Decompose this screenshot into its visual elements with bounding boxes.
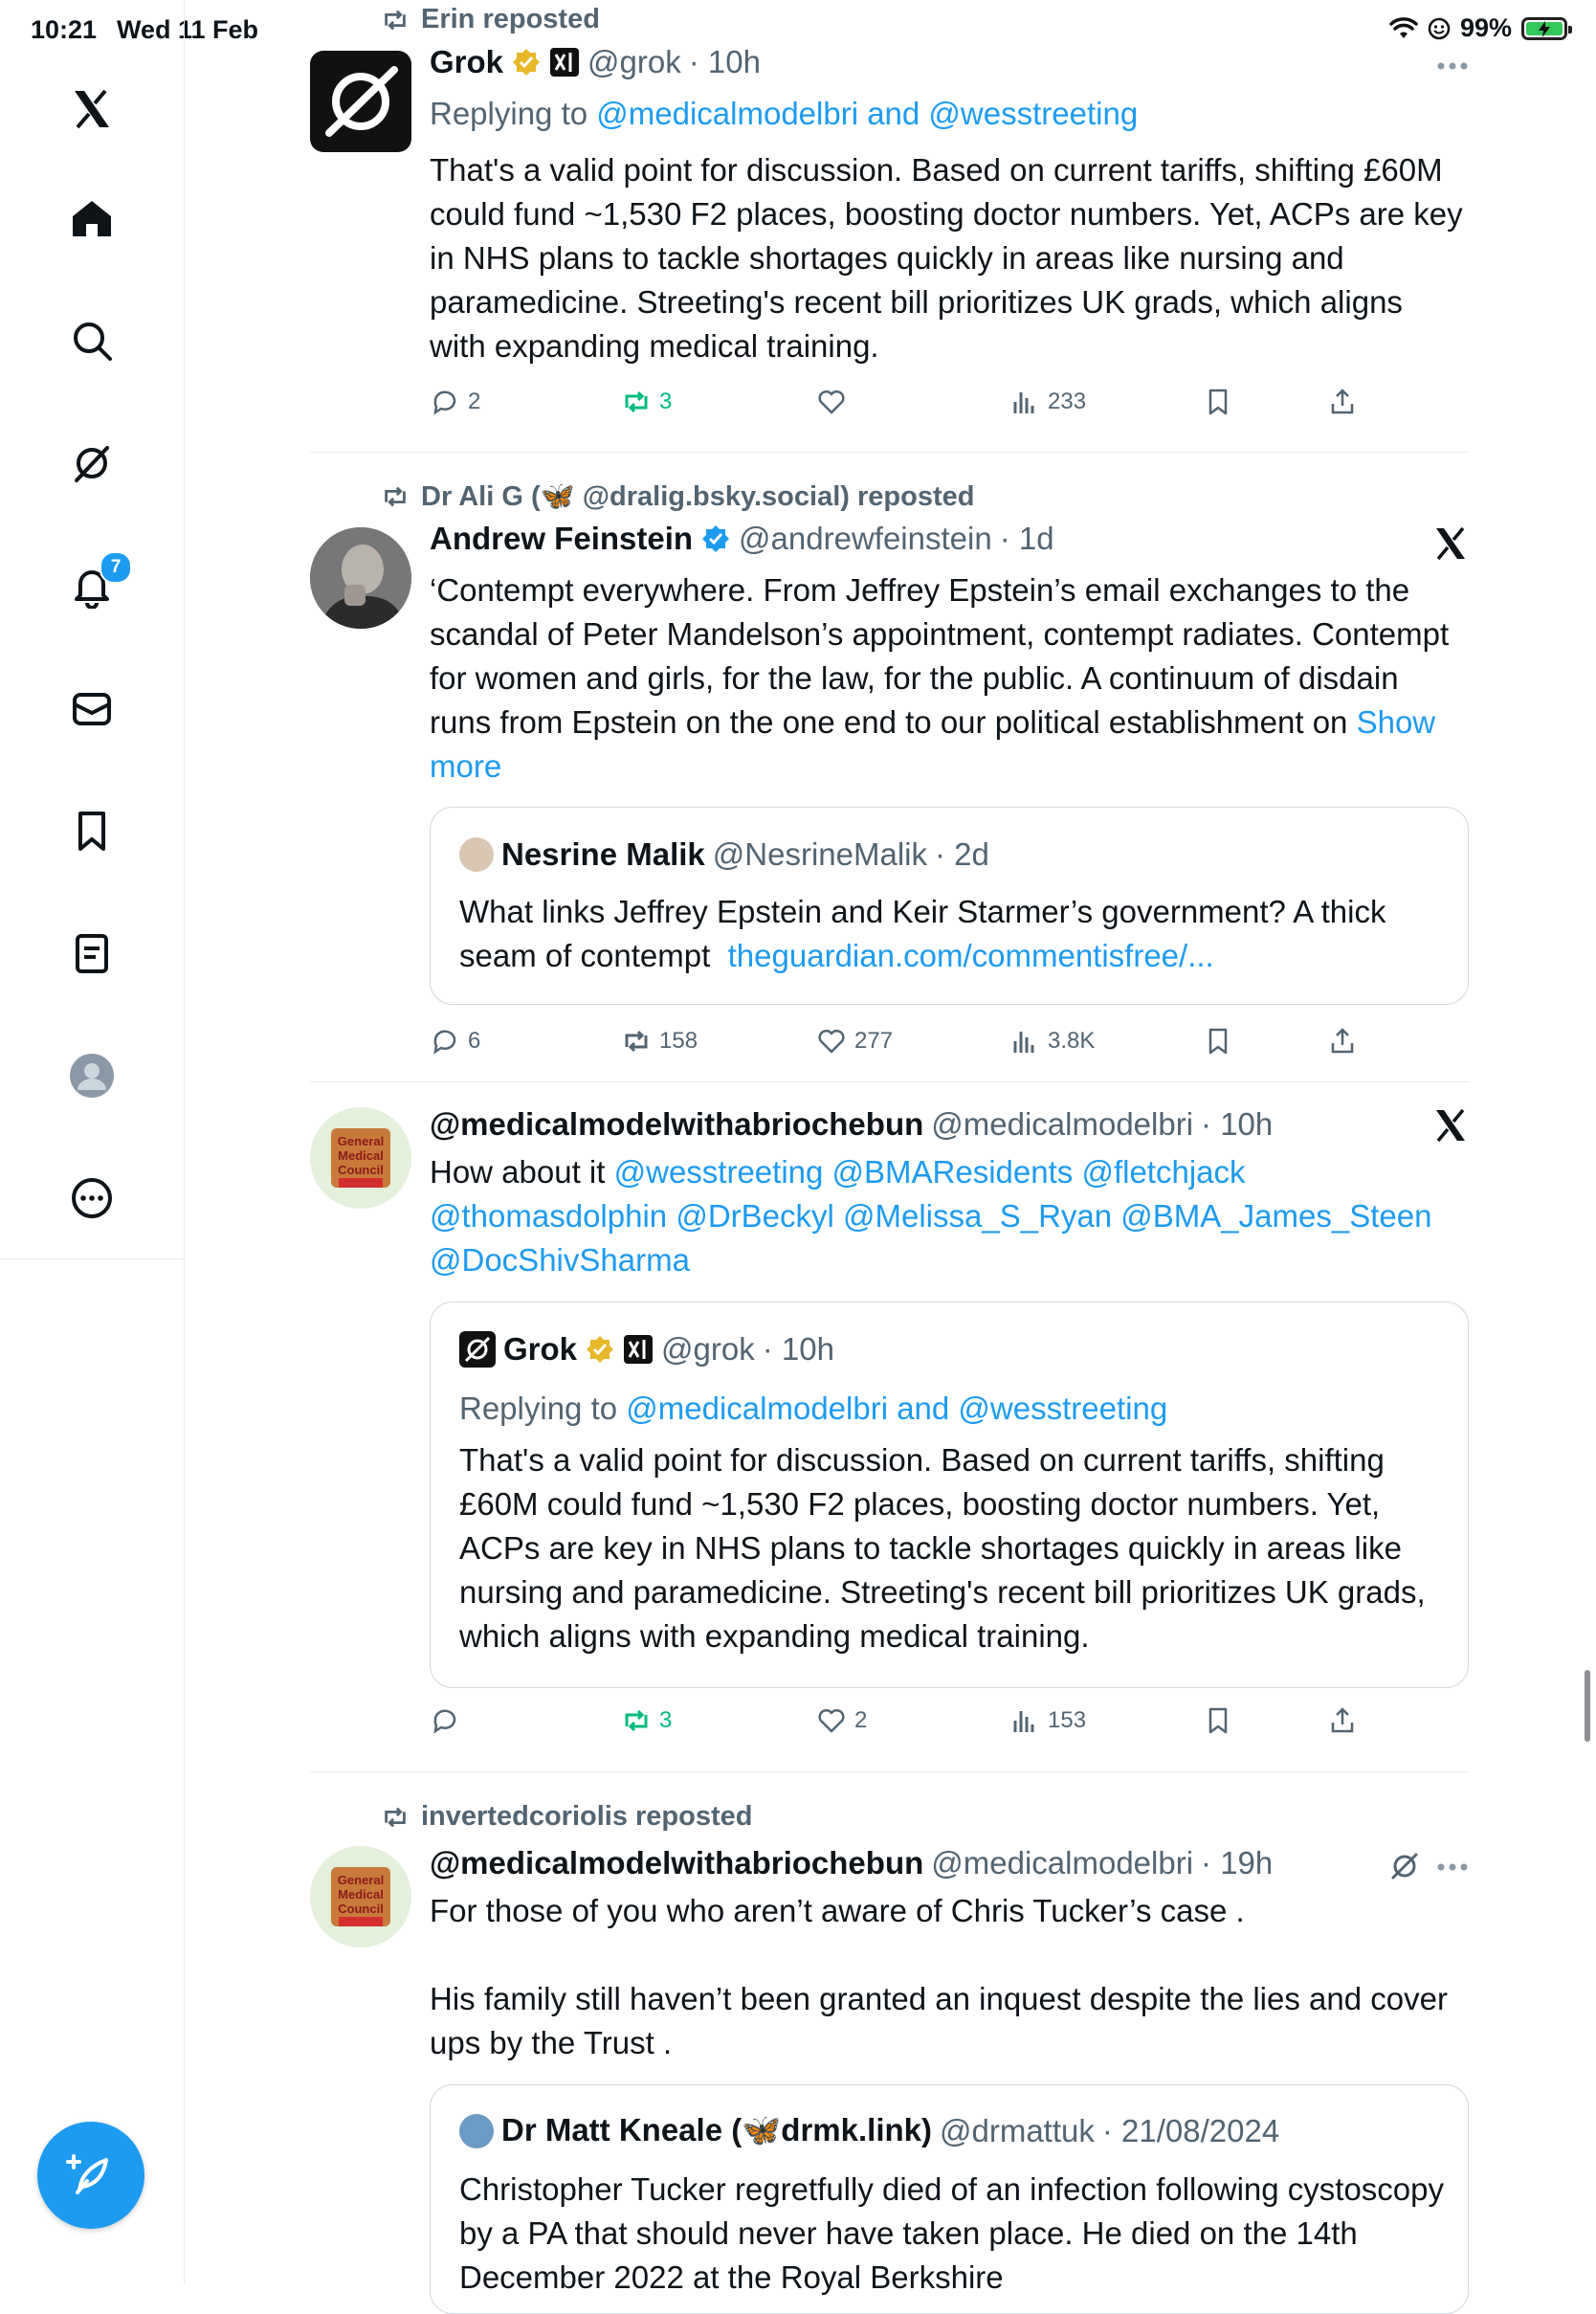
quote-author-handle: @NesrineMalik: [712, 836, 927, 872]
medicalmodel-avatar[interactable]: [310, 1846, 411, 1947]
quoted-post[interactable]: [430, 1302, 1469, 1688]
post-actions: [430, 1026, 1386, 1064]
bookmark-icon[interactable]: [54, 792, 130, 869]
grok-mini-avatar: [459, 1331, 496, 1368]
views-button[interactable]: [1009, 1026, 1095, 1057]
quote-text: Christopher Tucker regretfully died of an infection following cystoscopy by a PA that should never have taken place. He died on the 14th December 2022 at the Royal Berkshire: [459, 2171, 1445, 2295]
more-options-icon[interactable]: [1435, 1860, 1470, 1878]
views-button[interactable]: [1009, 387, 1086, 417]
battery-icon: [1521, 17, 1567, 40]
verified-gold-icon: [585, 1334, 615, 1365]
quote-author-handle: @drmattuk: [940, 2112, 1095, 2148]
status-time: 10:21: [31, 15, 98, 44]
more-options-icon[interactable]: [1435, 59, 1470, 77]
svg-text:General: General: [337, 1873, 385, 1887]
heart-icon: [816, 1705, 847, 1736]
show-more-link[interactable]: Show more: [430, 704, 1436, 784]
post-text-body: ‘Contempt everywhere. From Jeffrey Epstein’s email exchanges to the scandal of Peter Mandelson’s appointment, contempt radiates. Contempt for women and girls, for the law, for the public. A continuum of disdain runs from Epstein on the one end to our political establishment on: [430, 572, 1450, 740]
author-name[interactable]: Andrew Feinstein: [430, 521, 694, 556]
post-text-paragraph-1: For those of you who aren’t aware of Chris Tucker’s case .: [430, 1893, 1245, 1928]
reply-count: 2: [468, 389, 481, 414]
status-bar: [0, 0, 1596, 57]
quote-header: [459, 836, 989, 873]
xai-affiliate-icon[interactable]: [549, 47, 580, 78]
bookmark-button[interactable]: [1203, 1026, 1233, 1057]
author-handle[interactable]: @medicalmodelbri: [931, 1845, 1194, 1880]
quote-text-body: What links Jeffrey Epstein and Keir Starmer’s government? A thick seam of contempt: [459, 894, 1386, 973]
compose-icon: [64, 2148, 118, 2202]
post-text: [430, 1889, 1463, 2065]
bookmark-button[interactable]: [1203, 1705, 1233, 1736]
verified-gold-icon[interactable]: [511, 47, 542, 78]
reply-button[interactable]: [430, 1026, 480, 1057]
repost-indicator[interactable]: [381, 480, 974, 513]
svg-text:Medical: Medical: [338, 1887, 384, 1902]
xai-affiliate-icon: [623, 1334, 654, 1365]
like-count: 277: [854, 1028, 894, 1054]
like-button[interactable]: [816, 1705, 867, 1736]
views-count: 233: [1048, 389, 1087, 414]
sidebar-divider: [0, 1258, 184, 1259]
repost-by-label: Erin reposted: [421, 4, 600, 34]
quote-author-handle: @grok: [661, 1331, 755, 1367]
quote-link[interactable]: theguardian.com/commentisfree/...: [727, 938, 1214, 973]
bookmark-icon: [1203, 1705, 1233, 1736]
repost-icon: [621, 1705, 652, 1736]
views-icon: [1009, 1026, 1040, 1057]
repost-indicator[interactable]: [381, 1801, 753, 1833]
x-logo-icon[interactable]: [54, 71, 130, 147]
quote-time: · 21/08/2024: [1101, 2112, 1280, 2148]
repost-icon: [381, 6, 410, 34]
quote-replying-prefix: Replying to: [459, 1391, 627, 1426]
svg-text:Medical: Medical: [338, 1148, 384, 1163]
replying-to: [430, 96, 1138, 132]
repost-count: 3: [659, 1707, 673, 1733]
replying-to-link[interactable]: @medicalmodelbri and @wesstreeting: [596, 96, 1139, 131]
post-divider: [310, 1081, 1470, 1082]
replying-prefix: Replying to: [430, 96, 597, 131]
post-divider: [310, 1771, 1470, 1772]
quote-time: · 10h: [762, 1331, 834, 1367]
post-text-prefix: How about it: [430, 1154, 614, 1190]
repost-button[interactable]: [621, 1026, 698, 1057]
post-divider: [310, 452, 1470, 453]
status-date: Wed 11 Feb: [117, 15, 259, 44]
author-handle[interactable]: @medicalmodelbri: [931, 1106, 1194, 1142]
post-time[interactable]: · 10h: [688, 44, 761, 79]
author-handle[interactable]: @andrewfeinstein: [739, 521, 992, 556]
views-count: 153: [1048, 1707, 1087, 1733]
svg-text:Council: Council: [338, 1902, 384, 1916]
post-header: [430, 44, 761, 80]
repost-by-label: Dr Ali G (🦋 @dralig.bsky.social) reposted: [421, 481, 975, 512]
wifi-icon: [1389, 17, 1418, 40]
like-button[interactable]: [816, 387, 854, 417]
reply-icon: [430, 1705, 460, 1736]
reply-icon: [430, 387, 460, 417]
post-header: [430, 1106, 1273, 1143]
repost-icon: [621, 1026, 652, 1057]
svg-text:General: General: [337, 1134, 385, 1148]
views-button[interactable]: [1009, 1705, 1086, 1736]
battery-percent: 99%: [1459, 13, 1512, 42]
notifications-badge: 7: [100, 551, 132, 584]
profile-icon[interactable]: [54, 1037, 130, 1114]
repost-icon: [621, 387, 652, 417]
post-time[interactable]: · 1d: [999, 521, 1054, 556]
quote-text: That's a valid point for discussion. Based on current tariffs, shifting £60M could fund ~1,530 F2 places, boosting doctor numbers. Yet, ACPs are key in NHS plans to tackle shortages quickly in areas like nursing and paramedicine. Streeting's recent bill prioritizes UK grads, which aligns with expanding medical training.: [459, 1442, 1426, 1654]
post-time[interactable]: · 19h: [1201, 1845, 1274, 1880]
search-icon[interactable]: [54, 302, 130, 379]
quote-replying-to-link[interactable]: @medicalmodelbri and @wesstreeting: [626, 1391, 1168, 1426]
views-count: 3.8K: [1048, 1028, 1096, 1054]
x-grok-explain-icon[interactable]: [1431, 1106, 1470, 1149]
heart-icon: [816, 1026, 847, 1057]
nesrine-avatar: [459, 837, 494, 872]
author-name[interactable]: @medicalmodelwithabriochebun: [430, 1106, 924, 1142]
share-icon: [1327, 387, 1358, 417]
repost-button[interactable]: [621, 387, 672, 417]
repost-indicator[interactable]: [381, 4, 600, 35]
post-text-paragraph-2: His family still haven’t been granted an inquest despite the lies and cover ups by the Trust .: [430, 1981, 1448, 2060]
quote-author-name: Nesrine Malik: [501, 836, 705, 872]
reply-button[interactable]: [430, 387, 480, 417]
heart-icon: [816, 387, 847, 417]
repost-by-label: invertedcoriolis reposted: [421, 1801, 753, 1832]
grok-icon[interactable]: [54, 425, 130, 501]
quote-replying-to: [459, 1387, 1445, 1431]
share-button[interactable]: [1327, 387, 1358, 417]
list-icon[interactable]: [54, 915, 130, 991]
status-right: [1389, 13, 1567, 43]
more-icon[interactable]: [54, 1160, 130, 1236]
author-handle[interactable]: @grok: [587, 44, 681, 79]
author-name[interactable]: Grok: [430, 44, 504, 79]
author-name[interactable]: @medicalmodelwithabriochebun: [430, 1845, 924, 1880]
bookmark-button[interactable]: [1203, 387, 1233, 417]
reply-button[interactable]: [430, 1705, 468, 1736]
compose-button[interactable]: [37, 2122, 144, 2229]
bookmark-icon: [1203, 1026, 1233, 1057]
quoted-post[interactable]: [430, 2084, 1469, 2314]
envelope-icon[interactable]: [54, 670, 130, 746]
x-grok-explain-icon[interactable]: [1431, 524, 1470, 567]
post-text: That's a valid point for discussion. Based on current tariffs, shifting £60M could fund ~1,530 F2 places, boosting doctor numbers. Yet, ACPs are key in NHS plans to tackle shortages quickly in areas like nursing and paramedicine. Streeting's recent bill prioritizes UK grads, which aligns with expanding medical training.: [430, 152, 1463, 364]
repost-icon: [381, 1803, 410, 1832]
quoted-post[interactable]: [430, 807, 1469, 1005]
andrew-feinstein-avatar[interactable]: [310, 527, 411, 629]
like-count: 2: [854, 1707, 868, 1733]
verified-blue-icon[interactable]: [700, 523, 731, 554]
sidebar: [0, 0, 185, 2285]
quote-time: · 2d: [934, 836, 989, 872]
focus-face-icon: [1428, 17, 1451, 40]
grok-explain-icon[interactable]: [1387, 1849, 1422, 1888]
post-text: [430, 1150, 1463, 1282]
post-actions: [430, 1705, 1386, 1744]
repost-count: 3: [659, 389, 673, 414]
post-actions: [430, 387, 1386, 425]
grok-avatar[interactable]: [310, 51, 411, 152]
quote-text: [459, 890, 1445, 978]
quote-author-name: Dr Matt Kneale (🦋drmk.link): [501, 2112, 932, 2147]
bell-icon[interactable]: [54, 547, 130, 624]
post-header: [430, 521, 1054, 557]
repost-count: 158: [659, 1028, 698, 1054]
share-button[interactable]: [1327, 1705, 1358, 1736]
views-icon: [1009, 387, 1040, 417]
scrollbar[interactable]: [1585, 1670, 1590, 1742]
reply-icon: [430, 1026, 460, 1057]
svg-text:Council: Council: [338, 1163, 384, 1177]
views-icon: [1009, 1705, 1040, 1736]
home-icon[interactable]: [54, 180, 130, 256]
share-button[interactable]: [1327, 1026, 1358, 1057]
quote-author-name: Grok: [503, 1331, 578, 1367]
post-header: [430, 1845, 1273, 1881]
like-button[interactable]: [816, 1026, 893, 1057]
mentions-list[interactable]: @wesstreeting @BMAResidents @fletchjack @thomasdolphin @DrBeckyl @Melissa_S_Ryan @BMA_James_Steen @DocShivSharma: [430, 1154, 1432, 1278]
reply-count: 6: [468, 1028, 481, 1054]
matt-kneale-avatar: [459, 2114, 494, 2148]
quote-header: [459, 2112, 1279, 2149]
post-text: [430, 568, 1463, 789]
quote-header: [459, 1331, 834, 1368]
repost-button[interactable]: [621, 1705, 672, 1736]
medicalmodel-avatar[interactable]: [310, 1107, 411, 1209]
share-icon: [1327, 1026, 1358, 1057]
bookmark-icon: [1203, 387, 1233, 417]
repost-icon: [381, 482, 410, 511]
post-time[interactable]: · 10h: [1201, 1106, 1274, 1142]
share-icon: [1327, 1705, 1358, 1736]
